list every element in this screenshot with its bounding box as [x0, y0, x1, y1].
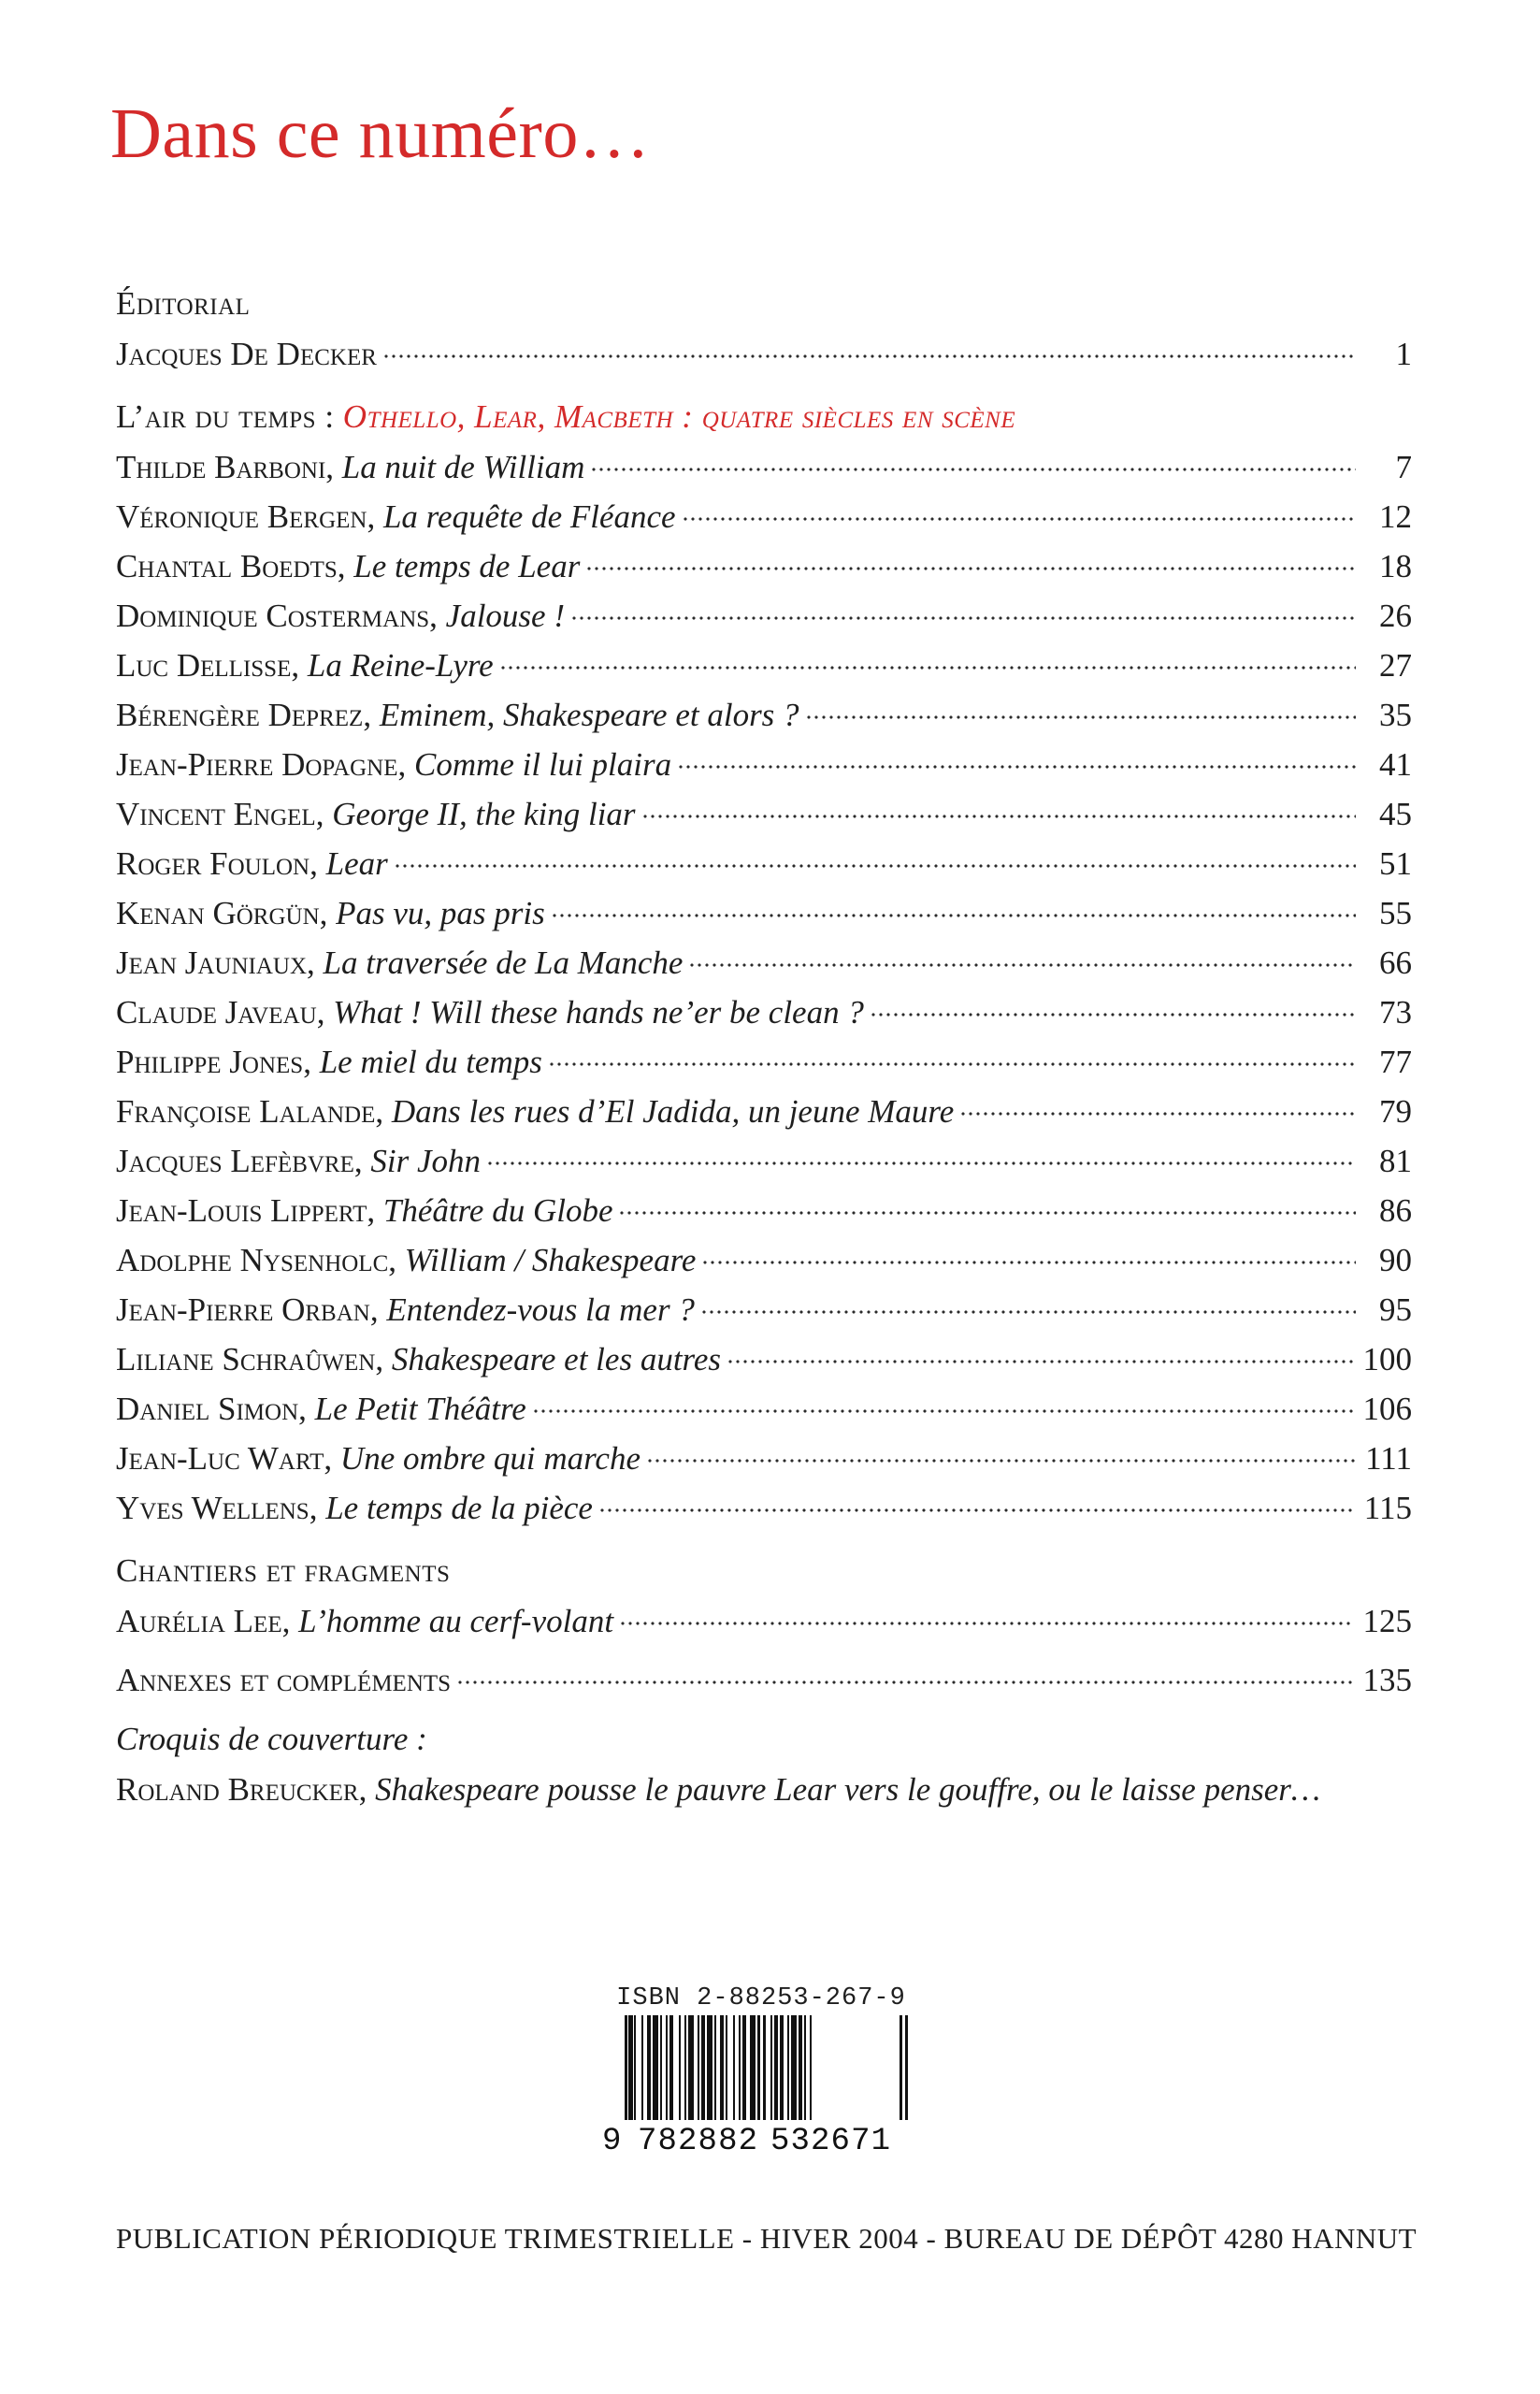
entry-work: Une ombre qui marche	[339, 1440, 641, 1477]
toc-entry: Véronique Bergen, La requête de Fléance 12	[116, 492, 1412, 541]
toc-entry: Kenan Görgün, Pas vu, pas pris 55	[116, 888, 1412, 938]
croquis-credit: Roland Breucker, Shakespeare pousse le pauvre Lear vers le gouffre, ou le laisse penser…	[116, 1771, 1321, 1808]
entry-author: Liliane Schraûwen	[116, 1341, 376, 1377]
entry-work: What ! Will these hands ne’er be clean ?	[333, 994, 864, 1031]
entry-page: 26	[1379, 598, 1412, 634]
entry-author: Jacques Lefèbvre	[116, 1143, 354, 1179]
dot-leader	[700, 1307, 1356, 1317]
entry-author: Adolphe Nysenholc	[116, 1242, 389, 1278]
entry-author: Roger Foulon	[116, 845, 310, 882]
entry-author: Claude Javeau	[116, 994, 317, 1031]
page-title: Dans ce numéro…	[110, 94, 651, 173]
entry-author: Thilde Barboni	[116, 449, 326, 485]
toc-entry: Vincent Engel, George II, the king liar 45	[116, 789, 1412, 839]
entry-work: Le temps de Lear	[353, 548, 581, 584]
dot-leader	[870, 1010, 1356, 1019]
toc-entry: Adolphe Nysenholc, William / Shakespeare 90	[116, 1235, 1412, 1285]
toc-entry: Bérengère Deprez, Eminem, Shakespeare et alors ? 35	[116, 690, 1412, 740]
entry-author: Jacques De Decker	[116, 336, 377, 372]
entry-page: 55	[1379, 895, 1412, 931]
dot-leader	[646, 1456, 1356, 1465]
entry-work: Le miel du temps	[319, 1044, 542, 1080]
entry-author: Luc Dellisse	[116, 647, 292, 684]
dot-leader	[701, 1258, 1356, 1267]
dot-leader	[394, 861, 1356, 871]
section-heading-chantiers: Chantiers et fragments	[116, 1552, 451, 1589]
dot-leader	[532, 1406, 1354, 1416]
toc-entry: Yves Wellens, Le temps de la pièce 115	[116, 1483, 1412, 1533]
toc-entry	[116, 329, 1412, 379]
entry-page: 51	[1379, 845, 1412, 882]
toc-entry: Jacques Lefèbvre, Sir John 81	[116, 1136, 1412, 1186]
publication-footer: PUBLICATION PÉRIODIQUE TRIMESTRIELLE - HIVER 2004 - BUREAU DE DÉPÔT 4280 HANNUT	[116, 2222, 1418, 2255]
barcode-number-group1: 782882	[638, 2124, 757, 2156]
entry-page: 45	[1379, 796, 1412, 832]
toc-entry: Philippe Jones, Le miel du temps 77	[116, 1037, 1412, 1087]
dot-leader	[382, 352, 1356, 361]
toc-entry: Aurélia Lee, L’homme au cerf-volant 125	[116, 1596, 1412, 1646]
dot-leader	[641, 812, 1356, 821]
toc-entry: Jean Jauniaux, La traversée de La Manche 66	[116, 938, 1412, 988]
table-of-contents	[116, 279, 1412, 1815]
dot-leader	[682, 514, 1356, 524]
entry-work: William / Shakespeare	[404, 1242, 697, 1278]
toc-entry-annexes	[116, 1655, 1412, 1705]
entry-work: Le temps de la pièce	[325, 1490, 593, 1526]
dot-leader	[959, 1109, 1356, 1118]
dot-leader	[585, 564, 1356, 573]
entry-page: 90	[1379, 1242, 1412, 1278]
isbn-barcode	[602, 1982, 920, 2156]
isbn-text: ISBN 2-88253-267-9	[616, 1984, 906, 2012]
entry-work: Sir John	[370, 1143, 482, 1179]
dot-leader	[456, 1678, 1353, 1687]
toc-entry: Chantal Boedts, Le temps de Lear 18	[116, 541, 1412, 591]
entry-author: Véronique Bergen	[116, 498, 367, 535]
entry-author: Vincent Engel	[116, 796, 316, 832]
entry-page: 81	[1379, 1143, 1412, 1179]
toc-entry: Jean-Louis Lippert, Théâtre du Globe 86	[116, 1186, 1412, 1235]
entry-author: Jean-Pierre Orban	[116, 1291, 370, 1328]
entry-author: Daniel Simon	[116, 1391, 299, 1427]
entry-work: La nuit de William	[341, 449, 585, 485]
entry-author: Dominique Costermans	[116, 598, 430, 634]
section-subheading-theme: Othello, Lear, Macbeth : quatre siècles en scène	[342, 398, 1016, 435]
dot-leader	[619, 1619, 1353, 1628]
entry-page: 7	[1395, 449, 1412, 485]
entry-page: 18	[1379, 548, 1412, 584]
entry-page: 12	[1379, 498, 1412, 535]
dot-leader	[618, 1208, 1356, 1218]
entry-page: 27	[1379, 647, 1412, 684]
dot-leader	[590, 465, 1356, 474]
barcode-number-lead: 9	[602, 2124, 622, 2156]
barcode-number-group2: 532671	[770, 2124, 890, 2156]
dot-leader	[805, 713, 1356, 722]
croquis-work: Shakespeare pousse le pauvre Lear vers le gouffre, ou le laisse penser…	[375, 1771, 1321, 1808]
entry-page: 115	[1363, 1490, 1412, 1526]
entry-work: La requête de Fléance	[382, 498, 676, 535]
toc-entry: Jean-Luc Wart, Une ombre qui marche 111	[116, 1434, 1412, 1483]
entry-work: Comme il lui plaira	[413, 746, 672, 783]
dot-leader	[727, 1357, 1353, 1366]
entry-page: 125	[1362, 1603, 1412, 1639]
entry-author: Kenan Görgün	[116, 895, 320, 931]
entry-work: George II, the king liar	[332, 796, 636, 832]
entry-work: Le Petit Théâtre	[314, 1391, 526, 1427]
entry-page: 79	[1379, 1093, 1412, 1130]
dot-leader	[688, 960, 1356, 970]
section-heading-annexes: Annexes et compléments	[116, 1662, 452, 1698]
entry-page: 95	[1379, 1291, 1412, 1328]
dot-leader	[677, 762, 1356, 772]
entry-page: 73	[1379, 994, 1412, 1031]
entry-author: Yves Wellens	[116, 1490, 309, 1526]
entry-work: Jalouse !	[445, 598, 565, 634]
toc-entry: Claude Javeau, What ! Will these hands ne’er be clean ? 73	[116, 988, 1412, 1037]
toc-entry: Thilde Barboni, La nuit de William 7	[116, 442, 1412, 492]
entry-page: 135	[1362, 1662, 1412, 1698]
entry-page: 66	[1379, 945, 1412, 981]
toc-entry: Daniel Simon, Le Petit Théâtre 106	[116, 1384, 1412, 1434]
entry-author: Philippe Jones	[116, 1044, 304, 1080]
entry-author: Bérengère Deprez	[116, 697, 364, 733]
entry-work: L’homme au cerf-volant	[298, 1603, 614, 1639]
entry-work: Eminem, Shakespeare et alors ?	[379, 697, 799, 733]
entry-work: Théâtre du Globe	[382, 1192, 613, 1229]
entry-page: 100	[1362, 1341, 1412, 1377]
croquis-label: Croquis de couverture :	[116, 1721, 427, 1757]
air-du-temps-entries	[116, 442, 1412, 1533]
dot-leader	[548, 1060, 1356, 1069]
entry-author: Jean-Pierre Dopagne	[116, 746, 398, 783]
section-heading-editorial: Éditorial	[116, 285, 251, 322]
dot-leader	[551, 911, 1356, 920]
section-heading-air-du-temps: L’air du temps : Othello, Lear, Macbeth : quatre siècles en scène	[116, 398, 1016, 435]
entry-page: 111	[1365, 1440, 1412, 1477]
toc-entry: Françoise Lalande, Dans les rues d’El Jadida, un jeune Maure 79	[116, 1087, 1412, 1136]
entry-page: 77	[1379, 1044, 1412, 1080]
entry-author: Françoise Lalande	[116, 1093, 376, 1130]
entry-author: Chantal Boedts	[116, 548, 338, 584]
entry-work: La Reine-Lyre	[307, 647, 494, 684]
barcode-bars	[602, 2015, 920, 2156]
toc-entry: Roger Foulon, Lear 51	[116, 839, 1412, 888]
entry-author: Aurélia Lee	[116, 1603, 282, 1639]
entry-page: 1	[1395, 336, 1412, 372]
toc-entry: Jean-Pierre Orban, Entendez-vous la mer ? 95	[116, 1285, 1412, 1334]
dot-leader	[570, 613, 1356, 623]
entry-work: Pas vu, pas pris	[336, 895, 545, 931]
toc-entry: Luc Dellisse, La Reine-Lyre 27	[116, 641, 1412, 690]
entry-author: Jean-Luc Wart	[116, 1440, 324, 1477]
croquis-author: Roland Breucker	[116, 1771, 359, 1808]
entry-author: Jean-Louis Lippert	[116, 1192, 367, 1229]
entry-work: La traversée de La Manche	[323, 945, 684, 981]
dot-leader	[486, 1159, 1356, 1168]
entry-work: Lear	[325, 845, 388, 882]
entry-work: Shakespeare et les autres	[391, 1341, 722, 1377]
entry-page: 41	[1379, 746, 1412, 783]
toc-entry: Dominique Costermans, Jalouse ! 26	[116, 591, 1412, 641]
entry-page: 86	[1379, 1192, 1412, 1229]
entry-page: 106	[1362, 1391, 1412, 1427]
dot-leader	[598, 1506, 1355, 1515]
dot-leader	[499, 663, 1356, 672]
entry-page: 35	[1379, 697, 1412, 733]
toc-entry: Jean-Pierre Dopagne, Comme il lui plaira 41	[116, 740, 1412, 789]
toc-entry: Liliane Schraûwen, Shakespeare et les autres 100	[116, 1334, 1412, 1384]
entry-work: Dans les rues d’El Jadida, un jeune Maure	[391, 1093, 955, 1130]
entry-work: Entendez-vous la mer ?	[386, 1291, 695, 1328]
entry-author: Jean Jauniaux	[116, 945, 308, 981]
